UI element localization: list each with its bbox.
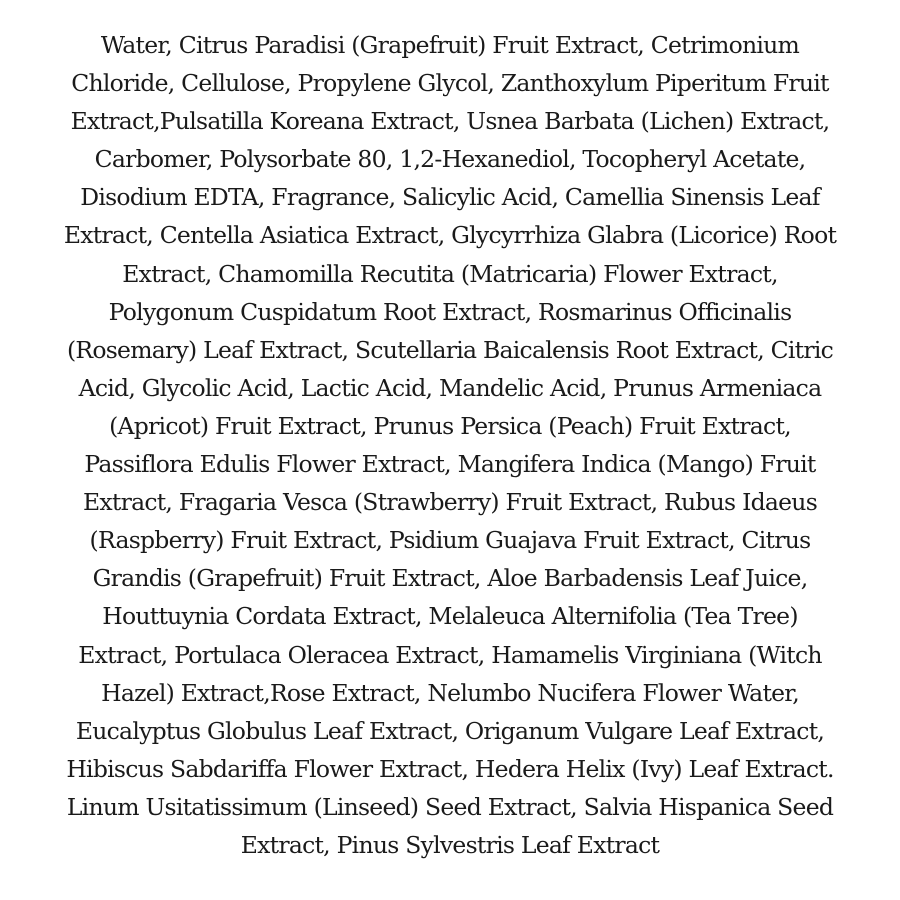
ingredient-line: (Raspberry) Fruit Extract, Psidium Guajava Fruit Extract, Citrus — [89, 526, 811, 555]
ingredient-line: Extract,Pulsatilla Koreana Extract, Usnea Barbata (Lichen) Extract, — [70, 107, 830, 136]
ingredient-line: Acid, Glycolic Acid, Lactic Acid, Mandelic Acid, Prunus Armeniaca — [78, 373, 822, 402]
ingredient-line: Carbomer, Polysorbate 80, 1,2-Hexanediol, Tocopheryl Acetate, — [94, 145, 806, 174]
ingredient-line: (Apricot) Fruit Extract, Prunus Persica (Peach) Fruit Extract, — [109, 411, 791, 440]
ingredient-line: Chloride, Cellulose, Propylene Glycol, Zanthoxylum Piperitum Fruit — [71, 69, 829, 98]
ingredient-line: (Rosemary) Leaf Extract, Scutellaria Baicalensis Root Extract, Citric — [66, 335, 834, 364]
ingredient-line: Grandis (Grapefruit) Fruit Extract, Aloe Barbadensis Leaf Juice, — [92, 564, 808, 593]
ingredient-line: Linum Usitatissimum (Linseed) Seed Extract, Salvia Hispanica Seed — [66, 792, 834, 821]
ingredient-line: Extract, Fragaria Vesca (Strawberry) Fruit Extract, Rubus Idaeus — [82, 488, 818, 517]
ingredient-line: Extract, Centella Asiatica Extract, Glycyrrhiza Glabra (Licorice) Root — [63, 221, 837, 250]
ingredients-text-block — [0, 26, 900, 864]
ingredient-line: Hibiscus Sabdariffa Flower Extract, Hedera Helix (Ivy) Leaf Extract. — [66, 754, 834, 783]
ingredient-line: Extract, Pinus Sylvestris Leaf Extract — [240, 830, 660, 859]
ingredient-line: Hazel) Extract,Rose Extract, Nelumbo Nucifera Flower Water, — [101, 678, 799, 707]
ingredient-line: Extract, Chamomilla Recutita (Matricaria) Flower Extract, — [122, 259, 778, 288]
ingredient-line: Eucalyptus Globulus Leaf Extract, Origanum Vulgare Leaf Extract, — [75, 716, 825, 745]
ingredient-line: Extract, Portulaca Oleracea Extract, Hamamelis Virginiana (Witch — [78, 640, 822, 669]
ingredient-line: Passiflora Edulis Flower Extract, Mangifera Indica (Mango) Fruit — [84, 450, 816, 479]
ingredient-line: Disodium EDTA, Fragrance, Salicylic Acid, Camellia Sinensis Leaf — [80, 183, 820, 212]
ingredient-line: Houttuynia Cordata Extract, Melaleuca Alternifolia (Tea Tree) — [102, 602, 798, 631]
ingredient-line: Water, Citrus Paradisi (Grapefruit) Fruit Extract, Cetrimonium — [100, 31, 800, 59]
ingredient-line: Polygonum Cuspidatum Root Extract, Rosmarinus Officinalis — [108, 297, 792, 326]
